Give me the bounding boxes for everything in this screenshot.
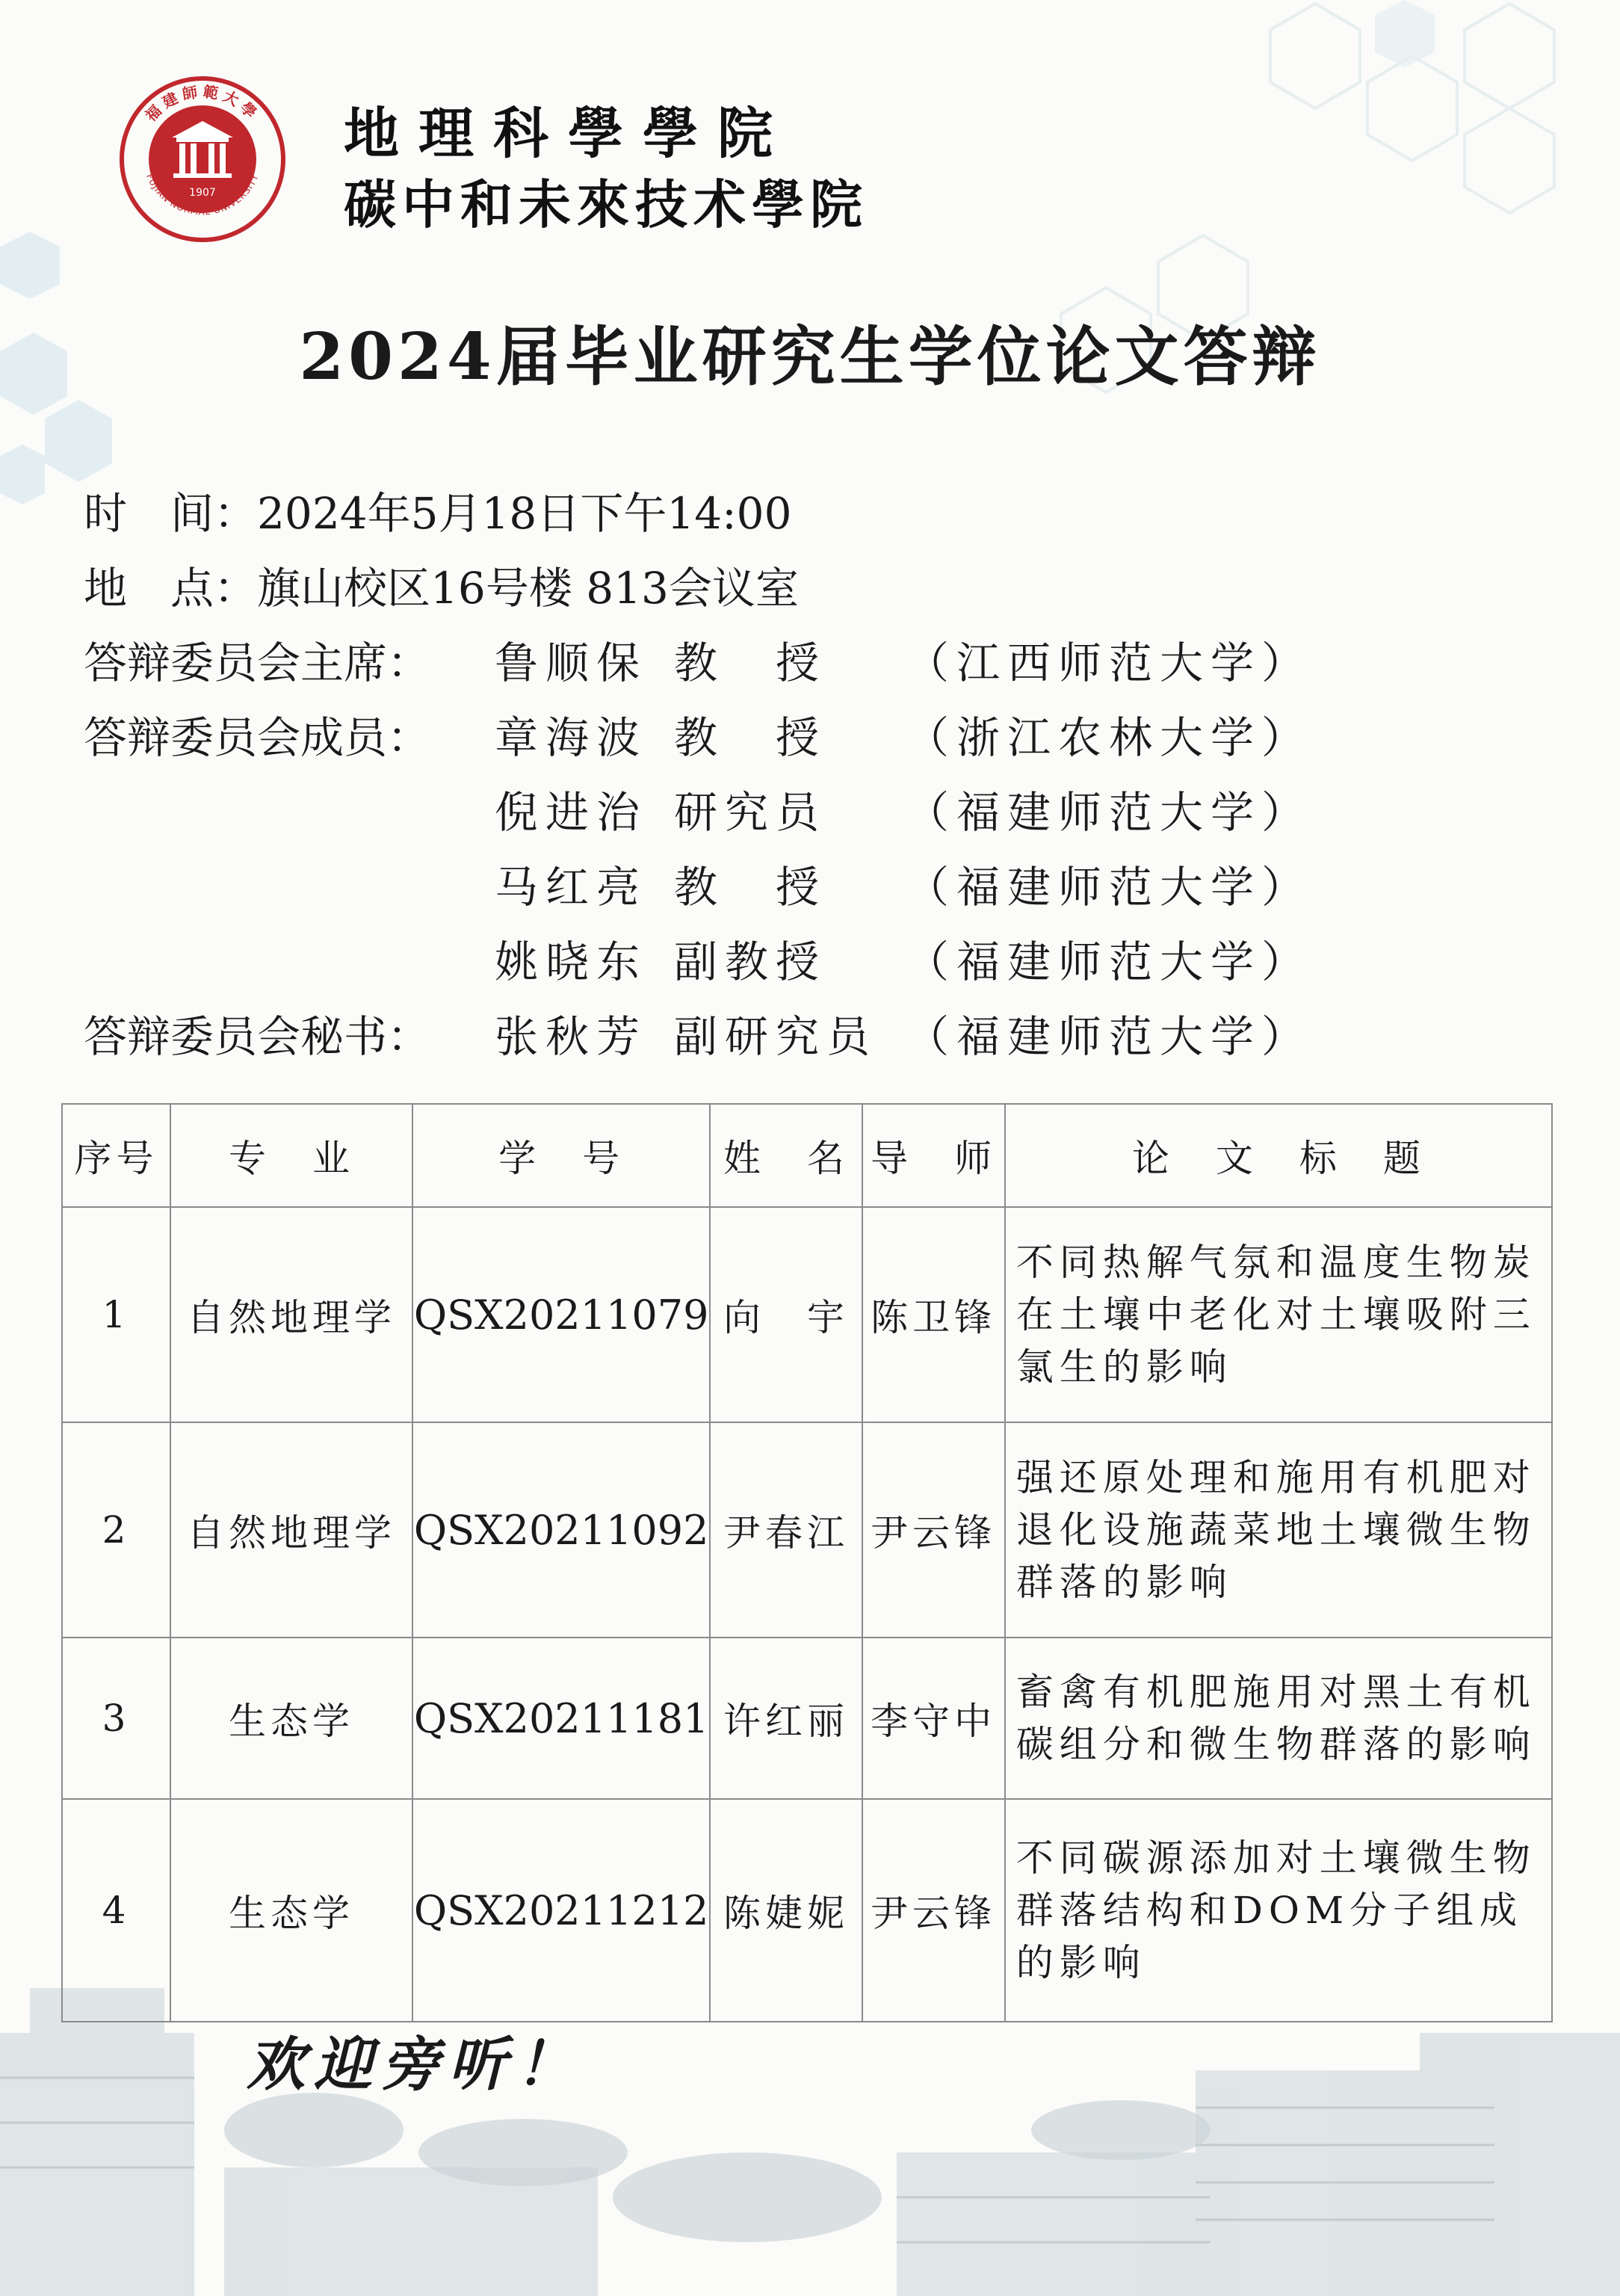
logo-top-text: 福建師範大學 (141, 82, 264, 126)
column-header-major: 专 业 (170, 1104, 412, 1207)
member-name: 倪进治 (495, 787, 648, 838)
table-row (62, 1207, 1552, 1422)
column-header-student-id: 学 号 (412, 1104, 711, 1207)
time-label: 时 间： (84, 488, 258, 539)
welcome-message: 欢迎旁听！ (247, 2031, 584, 2099)
table-row (62, 1799, 1552, 2022)
chair-rank: 教 授 (674, 638, 827, 688)
defense-schedule-table (61, 1103, 1553, 2022)
chair-label: 答辩委员会主席： (84, 638, 431, 688)
school-name-line1: 地理科學學院 (344, 102, 792, 166)
column-header-name: 姓 名 (710, 1104, 862, 1207)
member-affiliation: （福建师范大学） (906, 787, 1313, 838)
column-header-advisor: 导 师 (862, 1104, 1005, 1207)
member-name: 马红亮 (495, 862, 648, 913)
chair-affiliation: （江西师范大学） (906, 638, 1313, 688)
row-student-id: QSX20211181 (412, 1638, 711, 1799)
row-student-id: QSX20211212 (412, 1799, 711, 2022)
row-number: 2 (62, 1422, 170, 1638)
table-row (62, 1638, 1552, 1799)
table-header-row (62, 1104, 1552, 1207)
time-value: 2024年5月18日下午14:00 (257, 488, 792, 539)
row-major: 生态学 (170, 1799, 412, 2022)
member-affiliation: （浙江农林大学） (906, 712, 1313, 763)
page-title: 2024届毕业研究生学位论文答辩 (299, 319, 1321, 395)
row-student-name: 陈婕妮 (710, 1799, 862, 2022)
member-row (84, 703, 1429, 765)
row-advisor: 陈卫锋 (862, 1207, 1005, 1422)
row-advisor: 李守中 (862, 1638, 1005, 1799)
member-rank: 副教授 (674, 936, 827, 987)
place-row (84, 553, 799, 616)
member-rank: 研究员 (674, 787, 827, 838)
row-major: 自然地理学 (170, 1207, 412, 1422)
time-row (84, 478, 791, 541)
row-thesis-title: 不同热解气氛和温度生物炭在土壤中老化对土壤吸附三氯生的影响 (1005, 1207, 1552, 1422)
logo-ring-text: FUJIAN NORMAL UNIVERSITY (143, 172, 262, 217)
row-student-id: QSX20211092 (412, 1422, 711, 1638)
secretary-affiliation: （福建师范大学） (906, 1011, 1313, 1062)
row-major: 自然地理学 (170, 1422, 412, 1638)
school-name-line2: 碳中和未來技术學院 (344, 173, 868, 235)
row-student-id: QSX20211079 (412, 1207, 711, 1422)
row-number: 3 (62, 1638, 170, 1799)
member-affiliation: （福建师范大学） (906, 936, 1313, 987)
members-label: 答辩委员会成员： (84, 712, 431, 763)
row-advisor: 尹云锋 (862, 1799, 1005, 2022)
row-advisor: 尹云锋 (862, 1422, 1005, 1638)
secretary-name: 张秋芳 (495, 1011, 648, 1062)
row-number: 1 (62, 1207, 170, 1422)
row-thesis-title: 畜禽有机肥施用对黑土有机碳组分和微生物群落的影响 (1005, 1638, 1552, 1799)
place-label: 地 点： (84, 563, 258, 614)
member-name: 章海波 (495, 712, 648, 763)
member-name: 姚晓东 (495, 936, 648, 987)
row-number: 4 (62, 1799, 170, 2022)
secretary-rank: 副研究员 (674, 1011, 878, 1062)
row-student-name: 向 宇 (710, 1207, 862, 1422)
member-rank: 教 授 (674, 712, 827, 763)
place-value: 旗山校区16号楼 813会议室 (257, 563, 799, 614)
column-header-number: 序号 (62, 1104, 170, 1207)
member-affiliation: （福建师范大学） (906, 862, 1313, 913)
university-seal-logo (118, 75, 287, 244)
secretary-row (84, 1002, 1429, 1064)
secretary-label: 答辩委员会秘书： (84, 1011, 431, 1062)
logo-year: 1907 (189, 187, 216, 199)
column-header-thesis-title: 论 文 标 题 (1005, 1104, 1552, 1207)
chair-name: 鲁顺保 (495, 638, 648, 688)
row-major: 生态学 (170, 1638, 412, 1799)
row-thesis-title: 强还原处理和施用有机肥对退化设施蔬菜地土壤微生物群落的影响 (1005, 1422, 1552, 1638)
member-rank: 教 授 (674, 862, 827, 913)
chair-row (84, 628, 1429, 691)
row-thesis-title: 不同碳源添加对土壤微生物群落结构和DOM分子组成的影响 (1005, 1799, 1552, 2022)
row-student-name: 尹春江 (710, 1422, 862, 1638)
table-row (62, 1422, 1552, 1638)
row-student-name: 许红丽 (710, 1638, 862, 1799)
